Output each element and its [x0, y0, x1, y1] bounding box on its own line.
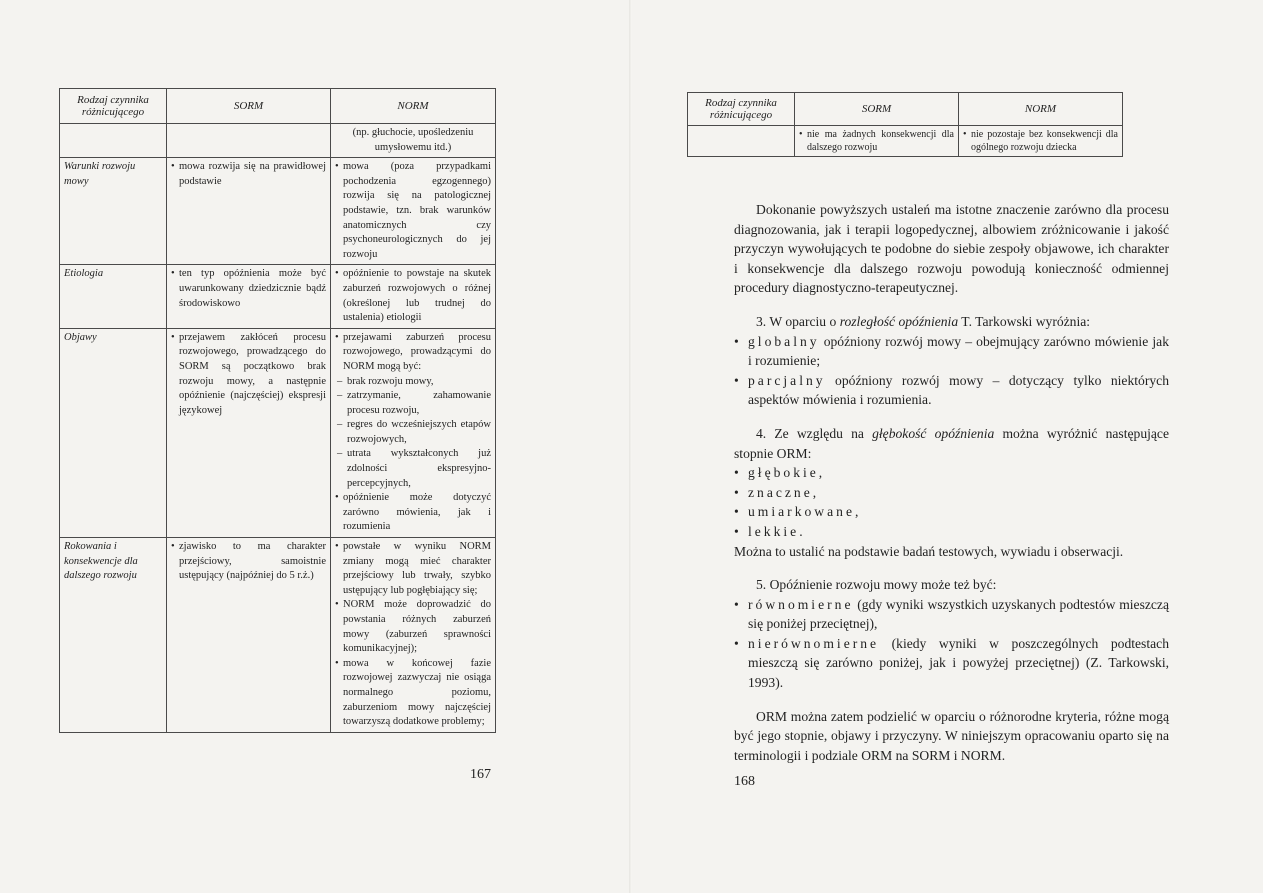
paragraph-point-5: 5. Opóźnienie rozwoju mowy może też być: [756, 577, 997, 593]
cell-empty [60, 124, 167, 158]
bullet-list [734, 463, 1169, 541]
cell-norm: • mowa (poza przypadkami pochodzenia egzogennego) rozwija się na patologicznej podstawie, tzn. brak warunków anatomicznych czy psychoneurologicznych do jej rozwoju [331, 158, 496, 265]
paragraph-point-4: 4. Ze względu na głębokość opóźnienia można wyróżnić następujące stopnie ORM: [734, 425, 1169, 461]
bullet-list [734, 595, 1169, 693]
cell-empty [167, 124, 331, 158]
cell-sorm: • nie ma żadnych konsekwencji dla dalszego rozwoju [795, 126, 959, 157]
norm-extra: • opóźnienie może dotyczyć zarówno mówienia, jak i rozumienia [335, 491, 491, 535]
header-norm: NORM [959, 93, 1123, 126]
paragraph: Dokonanie powyższych ustaleń ma istotne znaczenie zarówno dla procesu diagnozowania, jak i terapii logopedycznej, albowiem zróżnicowanie i jakość przyczyn wywołujących te podobne do siebie zespoły objawowe, ich charakter i konsekwencje dla dalszego rozwoju powodują konieczność odmiennej procedury diagnostyczno-terapeutycznej. [734, 202, 1169, 296]
table-row-continuation [60, 124, 496, 158]
cell-sorm: • mowa rozwija się na prawidłowej podstawie [167, 158, 331, 265]
cell-factor: Objawy [60, 328, 167, 537]
cell-factor: Warunki rozwoju mowy [60, 158, 167, 265]
cell-factor: Etiologia [60, 265, 167, 328]
paragraph: Można to ustalić na podstawie badań testowych, wywiadu i obserwacji. [734, 543, 1124, 559]
list-item: • globalny opóźniony rozwój mowy – obejmujący zarówno mówienie jak i rozumienie; [734, 332, 1169, 371]
header-sorm: SORM [167, 89, 331, 124]
norm-dash-item: – utrata wykształconych już zdolności ekspresyjno-percepcyjnych, [335, 447, 491, 491]
list-item: • umiarkowane, [734, 502, 1169, 522]
table-header-row [688, 93, 1123, 126]
norm-dash-item: – brak rozwoju mowy, [335, 375, 491, 390]
paragraph-point-3: 3. W oparciu o rozległość opóźnienia T. Tarkowski wyróżnia: [756, 313, 1091, 329]
cell-sorm: • zjawisko to ma charakter przejściowy, samoistnie ustępujący (najpóźniej do 5 r.ż.) [167, 538, 331, 733]
cell-norm [331, 328, 496, 537]
norm-dash-item: – zatrzymanie, zahamowanie procesu rozwoju, [335, 389, 491, 418]
cell-empty [688, 126, 795, 157]
table-row [60, 538, 496, 733]
cell-sorm: • ten typ opóźnienia może być uwarunkowany dziedzicznie bądź środowiskowo [167, 265, 331, 328]
cell-norm: • nie pozostaje bez konsekwencji dla ogólnego rozwoju dziecka [959, 126, 1123, 157]
table-header-row [60, 89, 496, 124]
list-item: • głębokie, [734, 463, 1169, 483]
cell-norm-continuation: (np. głuchocie, upośledzeniu umysłowemu itd.) [331, 124, 496, 158]
list-item: • znaczne, [734, 483, 1169, 503]
left-page [0, 0, 631, 893]
cell-factor: Rokowania i konsekwencje dla dalszego rozwoju [60, 538, 167, 733]
list-item: • nierównomierne (kiedy wyniki w poszczególnych podtestach mieszczą się zarówno poniżej, jak i powyżej przeciętnej) (Z. Tarkowski, 1993). [734, 634, 1169, 693]
list-item: • parcjalny opóźniony rozwój mowy – dotyczący tylko niektórych aspektów mówienia i rozumienia. [734, 371, 1169, 410]
norm-item: • mowa w końcowej fazie rozwojowej zazwyczaj nie osiąga normalnego poziomu, zaburzeniom mowy najczęściej towarzyszą dodatkowe problemy; [335, 657, 491, 730]
norm-item: • NORM może doprowadzić do powstania różnych zaburzeń mowy (zaburzeń sprawności komunikacyjnej); [335, 598, 491, 656]
list-item: • lekkie. [734, 522, 1169, 542]
bullet-list [734, 332, 1169, 410]
cell-norm: • opóźnienie to powstaje na skutek zaburzeń rozwojowych o różnej (określonej lub trudnej do ustalenia) etiologii [331, 265, 496, 328]
header-norm: NORM [331, 89, 496, 124]
page-number: 168 [734, 774, 755, 789]
cell-norm [331, 538, 496, 733]
norm-intro: • przejawami zaburzeń procesu rozwojowego, prowadzącymi do NORM mogą być: [335, 331, 491, 375]
header-factor: Rodzaj czynnika różnicującego [688, 93, 795, 126]
left-comparison-table [59, 88, 496, 733]
page-number: 167 [470, 767, 491, 782]
norm-item: • powstałe w wyniku NORM zmiany mogą mieć charakter przejściowy lub trwały, szybko ustępujący lub pogłębiający się; [335, 540, 491, 598]
cell-sorm: • przejawem zakłóceń procesu rozwojowego, prowadzącego do SORM są początkowo brak rozwoju mowy, a następnie opóźnienie (najczęściej) ekspresji językowej [167, 328, 331, 537]
table-row [60, 265, 496, 328]
table-row [60, 158, 496, 265]
right-comparison-table [687, 92, 1123, 157]
paragraph: ORM można zatem podzielić w oparciu o różnorodne kryteria, różne mogą być jego stopnie, objawy i przyczyny. W niniejszym opracowaniu oparto się na terminologii i podziale ORM na SORM i NORM. [734, 708, 1169, 763]
right-page [631, 0, 1263, 893]
list-item: • równomierne (gdy wyniki wszystkich uzyskanych podtestów mieszczą się poniżej przeciętnej), [734, 595, 1169, 634]
table-row [688, 126, 1123, 157]
norm-dash-item: – regres do wcześniejszych etapów rozwojowych, [335, 418, 491, 447]
table-row [60, 328, 496, 537]
header-factor: Rodzaj czynnika różnicującego [60, 89, 167, 124]
body-text [734, 200, 1169, 765]
header-sorm: SORM [795, 93, 959, 126]
